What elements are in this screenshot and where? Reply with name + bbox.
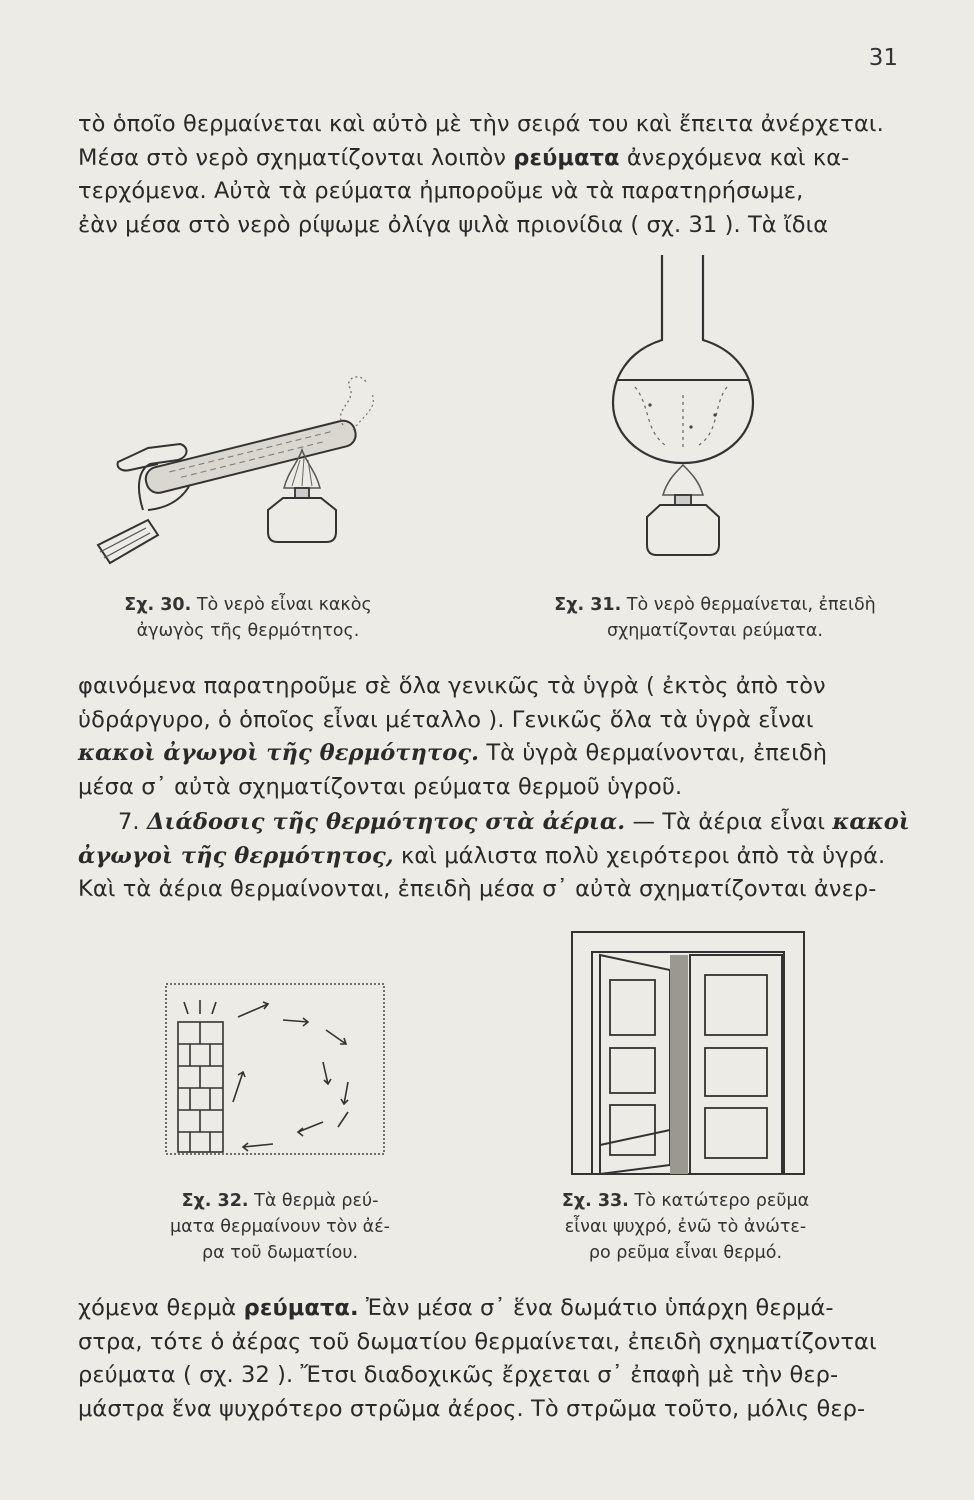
text-line: μάστρα ἕνα ψυχρότερο στρῶμα ἀέρος. Τὸ στρῶμα τοῦτο, μόλις θερ- [78, 1395, 866, 1422]
text-line: Καὶ τὰ ἀέρια θερμαίνονται, ἐπειδὴ μέσα σ᾿ αὐτὰ σχηματίζονται ἀνερ- [78, 876, 877, 902]
figure-30-label: Σχ. 30. [124, 595, 192, 615]
section-7 [78, 806, 910, 907]
text-line: ρεύματα ( σχ. 32 ). Ἔτσι διαδοχικῶς ἔρχεται σ᾿ ἐπαφὴ μὲ τὴν θερ- [78, 1362, 839, 1388]
paragraph-3 [78, 1292, 893, 1426]
figure-31-illustration [595, 255, 770, 575]
figure-32-label: Σχ. 32. [181, 1191, 249, 1211]
text-line: 7. Διάδοσις τῆς θερμότητος στὰ ἀέρια. — Τὰ ἀέρια εἶναι κακοὶ [118, 809, 910, 835]
term-currents: ρεύματα. [243, 1295, 359, 1321]
figure-33-caption: Σχ. 33. Τὸ κατώτερο ρεῦμα εἶναι ψυχρό, ἐνῶ τὸ ἀνώτε- ρο ρεῦμα εἶναι θερμό. [561, 1191, 810, 1263]
text-line: χόμενα θερμὰ ρεύματα. Ἐὰν μέσα σ᾿ ἕνα δωμάτιο ὑπάρχη θερμά- [78, 1295, 834, 1321]
figure-33-illustration [570, 930, 810, 1180]
text-line: τὸ ὁποῖο θερμαίνεται καὶ αὐτὸ μὲ τὴν σειρά του καὶ ἔπειτα ἀνέρχεται. [78, 111, 884, 137]
page-number: 31 [868, 45, 898, 71]
text-line: κακοὶ ἀγωγοὶ τῆς θερμότητος. Τὰ ὑγρὰ θερμαίνονται, ἐπειδὴ [78, 740, 828, 766]
text-line: Μέσα στὸ νερὸ σχηματίζονται λοιπὸν ρεύματα ἀνερχόμενα καὶ κα- [78, 144, 850, 171]
text-line: ἀγωγοὶ τῆς θερμότητος, καὶ μάλιστα πολὺ χειρότεροι ἀπὸ τὰ ὑγρά. [78, 842, 886, 869]
term-currents: ρεύματα [513, 144, 620, 171]
figure-31-caption: Σχ. 31. Τὸ νερὸ θερμαίνεται, ἐπειδὴ σχηματίζονται ρεύματα. [554, 595, 876, 641]
term-bad-conductors: κακοὶ ἀγωγοὶ τῆς θερμότητος. [78, 740, 480, 766]
text-line: ἐὰν μέσα στὸ νερὸ ρίψωμε ὀλίγα ψιλὰ πριονίδια ( σχ. 31 ). Τὰ ἴδια [78, 211, 829, 238]
paragraph-1 [78, 108, 893, 242]
figure-30-caption: Σχ. 30. Τὸ νερὸ εἶναι κακὸς ἀγωγὸς τῆς θερμότητος. [124, 595, 372, 641]
text-line: μέσα σ᾿ αὐτὰ σχηματίζονται ρεύματα θερμοῦ ὑγροῦ. [78, 773, 683, 800]
text-line: τερχόμενα. Αὐτὰ τὰ ρεύματα ἠμποροῦμε νὰ τὰ παρατηρήσωμε, [78, 178, 804, 204]
section-title: Διάδοσις τῆς θερμότητος στὰ ἀέρια. [146, 809, 626, 835]
text-line: φαινόμενα παρατηροῦμε σὲ ὅλα γενικῶς τὰ ὑγρὰ ( ἐκτὸς ἀπὸ τὸν [78, 673, 826, 699]
figure-30-illustration [88, 360, 418, 575]
text-line: ὑδράργυρο, ὁ ὁποῖος εἶναι μέταλλο ). Γενικῶς ὅλα τὰ ὑγρὰ εἶναι [78, 706, 814, 733]
section-number: 7. [118, 809, 140, 835]
figure-32-illustration [158, 972, 393, 1172]
figure-31-label: Σχ. 31. [554, 595, 622, 615]
text-line: στρα, τότε ὁ ἀέρας τοῦ δωματίου θερμαίνεται, ἐπειδὴ σχηματίζονται [78, 1328, 877, 1355]
paragraph-2 [78, 670, 893, 804]
figure-32-caption: Σχ. 32. Τὰ θερμὰ ρεύ- ματα θερμαίνουν τὸν ἀέ- ρα τοῦ δωματίου. [169, 1191, 390, 1263]
figure-33-label: Σχ. 33. [561, 1191, 629, 1211]
